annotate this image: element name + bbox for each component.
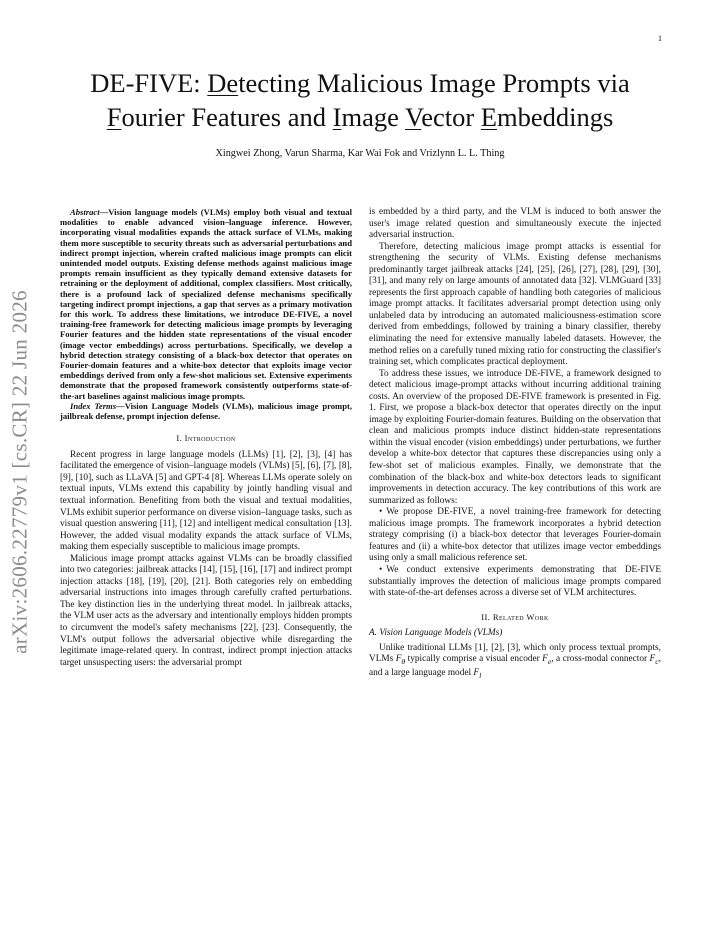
arxiv-stamp-text: arXiv:2606.22779v1 [cs.CR] 22 Jun 2026: [7, 290, 32, 654]
page-number: 1: [658, 34, 662, 43]
title-line-2: Fourier Features and Image Vector Embeddings: [106, 102, 614, 132]
index-terms-label: Index Terms: [70, 400, 117, 411]
arxiv-stamp: [2, 262, 38, 682]
intro-paragraph-3: Therefore, detecting malicious image prompt attacks is essential for strengthening the security of VLMs. Existing defense mechanisms predominantly target jailbreak attacks [24], [25], [26], [27], [28], [29], [30], [31], and many rely on large amounts of annotated data [32]. VLMGuard [33] represents the first approach capable of handling both categories of malicious image prompt attacks. It facilitates adversarial prompt detection using only unlabeled data by introducing an automated maliciousness-estimation score derived from embeddings, followed by training a binary classifier, thereby eliminating the need for extensive manually labeled datasets. However, the method relies on a carefully tuned mixing ratio for constructing the classifier's training set, which complicates practical deployment.: [369, 241, 661, 368]
section-heading-introduction: I. Introduction: [176, 433, 236, 444]
author-list: Xingwei Zhong, Varun Sharma, Kar Wai Fok and Vrizlynn L. L. Thing: [215, 148, 505, 159]
subsection-heading-vlms: A. Vision Language Models (VLMs): [369, 628, 503, 639]
contribution-item-2: • We conduct extensive experiments demonstrating that DE-FIVE substantially improves the detection of malicious image prompts compared with state-of-the-art defenses across a diverse set of VLM architectures.: [369, 565, 661, 600]
index-terms-text: —Vision Language Models (VLMs), malicious image prompt, jailbreak defense, prompt injection defense.: [60, 400, 352, 422]
section-heading-related-work: II. Related Work: [481, 611, 549, 622]
abstract: [60, 207, 352, 401]
abstract-label: Abstract: [70, 207, 100, 217]
intro-paragraph-2: Malicious image prompt attacks against VLMs can be broadly classified into two categories: jailbreak attacks [14], [15], [16], [17] and indirect prompt injection attacks [18], [19], [20], [21]. Both categories rely on embedding adversarial instructions into images through carefully crafted perturbations. The key distinction lies in the underlying threat model. In jailbreak attacks, the VLM user acts as the adversary and intentionally employs hidden prompts to circumvent the model's safety mechanisms [22], [23]. Consequently, the VLM's output follows the adversarial objective while disregarding the legitimate image-related query. In contrast, indirect prompt injection attacks target unsuspecting users: the adversarial prompt: [60, 553, 352, 668]
title-line-1: DE-FIVE: Detecting Malicious Image Prompts via: [90, 68, 630, 98]
abstract-text: —Vision language models (VLMs) employ both visual and textual modalities to enable advanced vision–language inference. However, incorporating visual modalities expands the attack surface of VLMs, making them more susceptible to security threats such as adversarial perturbations and indirect prompt injection, wherein crafted malicious image prompts can elicit unintended model outputs. Existing defense methods against malicious image prompts remain insufficient as they typically demand extensive datasets for retraining or the deployment of additional, complex classifiers. Most critically, there is a profound lack of specialized defense mechanisms specifically targeting indirect prompt injections, a gap that serves as a primary motivation for this work. To address these limitations, we introduce DE-FIVE, a novel training-free framework for detecting malicious image prompts by leveraging Fourier features and the hidden state representations of the visual encoder (image vector embeddings) across perturbations. Specifically, we develop a hybrid detection strategy consisting of a black-box detector that operates on Fourier-domain features and a white-box detector that exploits image vector embeddings derived from only a few-shot malicious set. Extensive experiments demonstrate that the proposed framework consistently outperforms state-of-the-art baselines against malicious image prompts.: [60, 207, 352, 401]
intro-paragraph-1: Recent progress in large language models (LLMs) [1], [2], [3], [4] has facilitated the emergence of vision–language models (VLMs) [5], [6], [7], [8], [9], [10], such as LLaVA [5] and GPT-4 [8]. Whereas LLMs operate solely on textual inputs, VLMs extend this capability by jointly handling visual and textual information. Benefiting from both the visual and textual modalities, VLMs exhibit superior performance on diverse vision–language tasks, such as visual question answering [11], [12] and intelligent medical consultation [13]. However, the added visual modality expands the attack surface of VLMs, making them especially susceptible to malicious image prompts.: [60, 449, 352, 553]
related-paragraph-1: Unlike traditional LLMs [1], [2], [3], which only process textual prompts, VLMs $F_\theta$ typically comprise a visual encoder $F_e$, a cross-modal connector $F_c$, and a large language model $F_l$: [369, 642, 661, 680]
contribution-item-1: • We propose DE-FIVE, a novel training-free framework for detecting malicious image prompts. The framework incorporates a hybrid detection strategy comprising (i) a black-box detector that leverages Fourier-domain features and (ii) a white-box detector that utilizes image vector embeddings using only a small malicious reference set.: [369, 507, 661, 565]
paper-title: [60, 66, 660, 134]
contributions-list: [369, 507, 661, 599]
index-terms: [60, 401, 352, 421]
right-column: [369, 207, 661, 681]
intro-paragraph-2-cont: is embedded by a third party, and the VLM is induced to both answer the user's image related question and simultaneously execute the injected adversarial instruction.: [369, 207, 661, 241]
left-column: [60, 207, 352, 669]
intro-paragraph-4: To address these issues, we introduce DE-FIVE, a framework designed to detect malicious image-prompt attacks without incurring additional training costs. An overview of the proposed DE-FIVE framework is presented in Fig. 1. First, we propose a black-box detector that operates directly on the input image by exploiting Fourier-domain features. Building on the observation that clean and malicious prompts induce distinct hidden-state representations within the visual encoder (vision embeddings) under perturbations, we further develop a white-box detector that captures these discrepancies using only a few-shot set of malicious examples. Finally, we demonstrate that the combination of the black-box and white-box detectors leads to significant improvements in detection accuracy. The key contributions of this work are summarized as follows:: [369, 368, 661, 506]
